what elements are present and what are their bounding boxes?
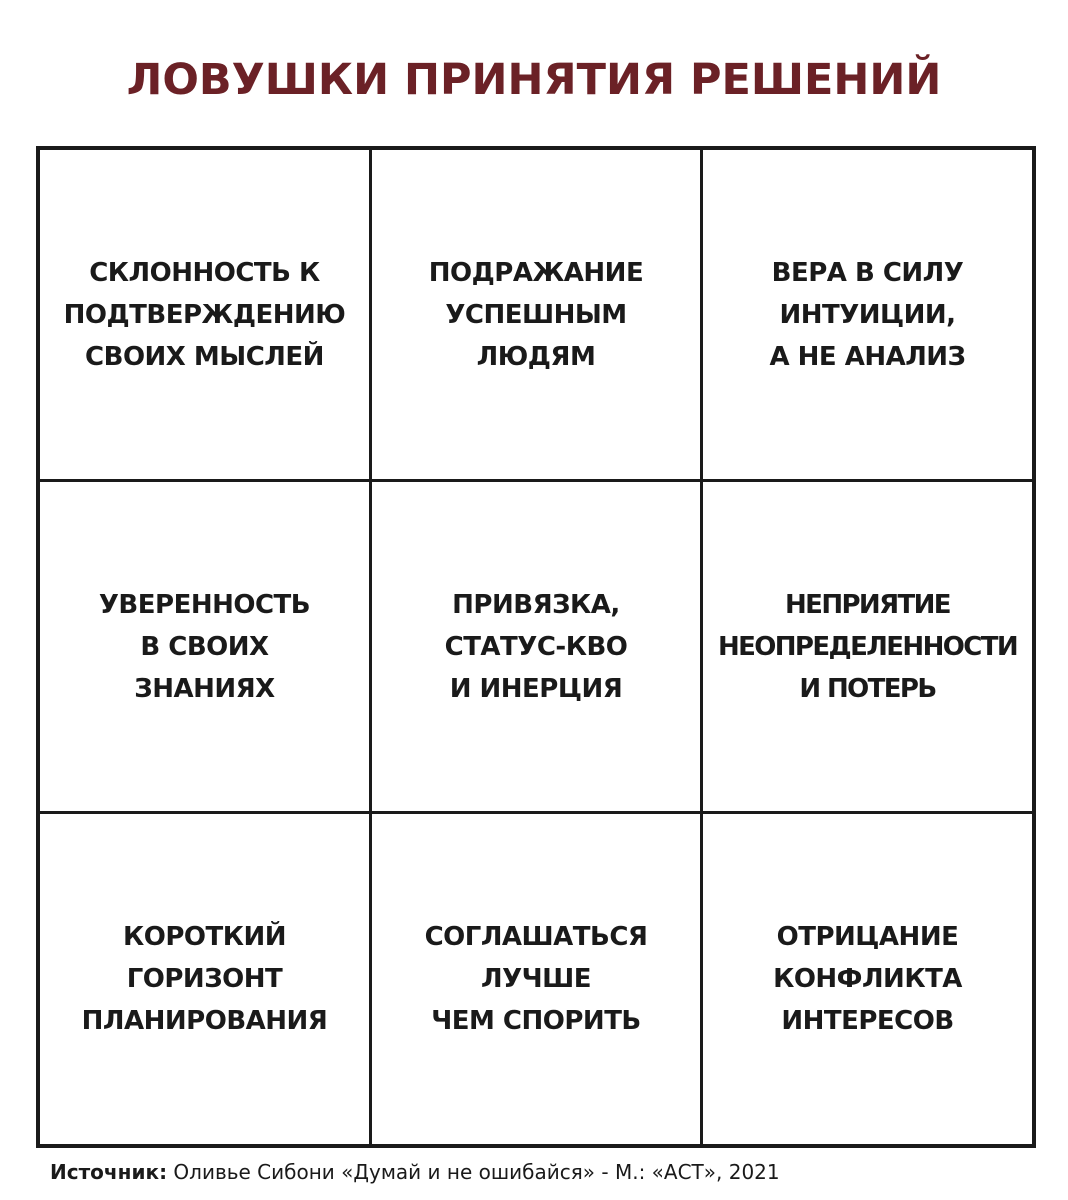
source-caption [50, 1158, 780, 1186]
cell-label: СОГЛАШАТЬСЯ ЛУЧШЕ ЧЕМ СПОРИТЬ [424, 922, 648, 1036]
grid-cell [372, 482, 700, 811]
grid-cell [703, 150, 1032, 479]
grid-cell [703, 814, 1032, 1144]
cell-label: ПОДРАЖАНИЕ УСПЕШНЫМ ЛЮДЯМ [428, 257, 644, 372]
grid-cell [703, 482, 1032, 811]
grid-cell [40, 814, 369, 1144]
page-title: ЛОВУШКИ ПРИНЯТИЯ РЕШЕНИЙ [126, 55, 942, 105]
source-label: Источник: [50, 1160, 168, 1184]
grid-cell [40, 482, 369, 811]
cell-label: ОТРИЦАНИЕ КОНФЛИКТА ИНТЕРЕСОВ [773, 922, 962, 1036]
cell-label: ВЕРА В СИЛУ ИНТУИЦИИ, А НЕ АНАЛИЗ [769, 257, 966, 372]
grid-cell [372, 814, 700, 1144]
cell-label: КОРОТКИЙ ГОРИЗОНТ ПЛАНИРОВАНИЯ [81, 922, 328, 1036]
traps-grid [36, 146, 1036, 1148]
cell-label: УВЕРЕННОСТЬ В СВОИХ ЗНАНИЯХ [98, 589, 311, 704]
cell-label: НЕПРИЯТИЕ НЕОПРЕДЕЛЕННОСТИ И ПОТЕРЬ [717, 589, 1018, 704]
cell-label: ПРИВЯЗКА, СТАТУС-КВО И ИНЕРЦИЯ [444, 589, 628, 704]
cell-label: СКЛОННОСТЬ К ПОДТВЕРЖДЕНИЮ СВОИХ МЫСЛЕЙ [63, 257, 346, 372]
grid-cell [372, 150, 700, 479]
source-text: Оливье Сибони «Думай и не ошибайся» - М.: «АСТ», 2021 [167, 1160, 780, 1184]
grid-cell [40, 150, 369, 479]
